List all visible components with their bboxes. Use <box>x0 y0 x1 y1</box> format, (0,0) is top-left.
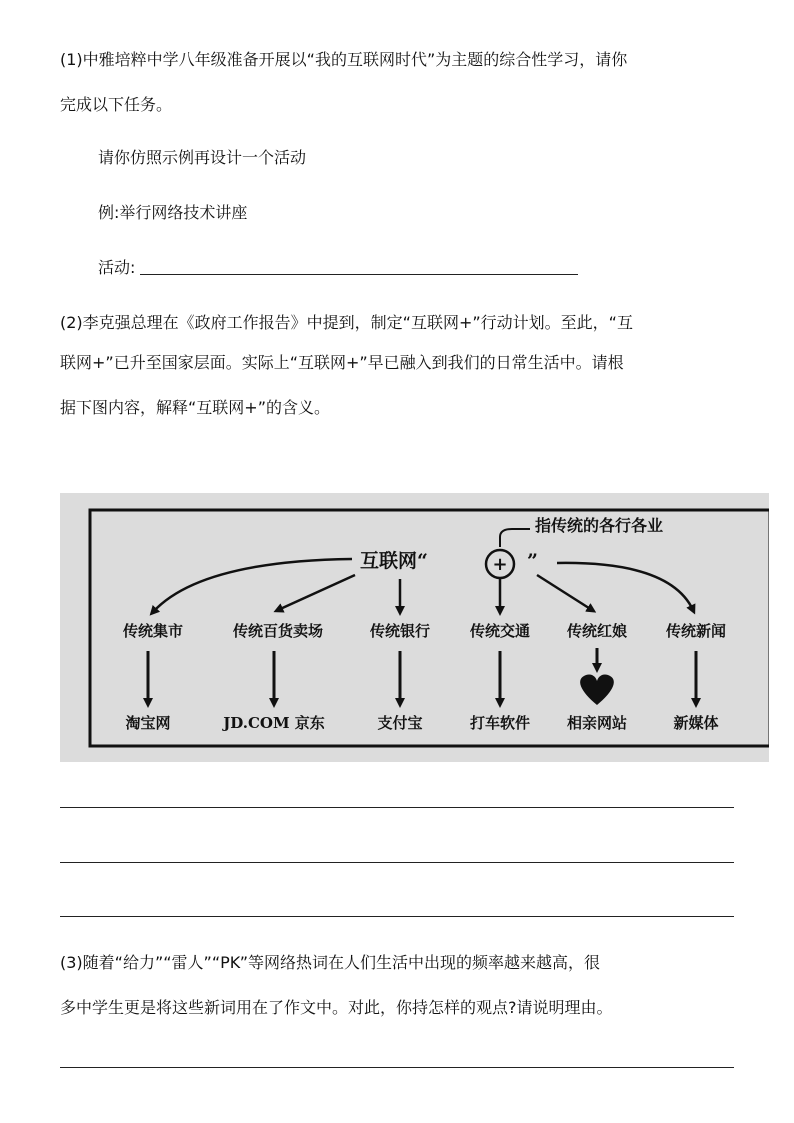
traditional-news: 传统新闻 <box>665 622 727 640</box>
dating-site-label: 相亲网站 <box>566 714 628 732</box>
new-media-label: 新媒体 <box>673 714 719 732</box>
q2-text-line3: 据下图内容，解释“互联网+”的含义。 <box>60 398 330 417</box>
internet-plus-diagram <box>60 493 769 762</box>
q2-text-line2: 联网+”已升至国家层面。实际上“互联网+”早已融入到我们的日常生活中。请根 <box>60 353 624 372</box>
q1-example: 例:举行网络技术讲座 <box>98 203 248 222</box>
diagram-note: 指传统的各行各业 <box>535 516 664 535</box>
q1-instruction: 请你仿照示例再设计一个活动 <box>98 148 307 167</box>
traditional-department-store: 传统百货卖场 <box>232 622 324 640</box>
traditional-market: 传统集市 <box>122 622 184 640</box>
arrow-to-news <box>557 563 693 610</box>
arrow-to-matchmaker <box>537 575 592 610</box>
q3-text-line1: (3)随着“给力”“雷人”“PK”等网络热词在人们生活中出现的频率越来越高，很 <box>60 953 601 972</box>
q2-answer-line-3[interactable] <box>60 916 734 917</box>
note-pointer-line <box>500 529 530 547</box>
diagram-center-label: 互联网“ <box>360 550 428 572</box>
taxi-app-label: 打车软件 <box>469 714 531 732</box>
alipay-label: 支付宝 <box>377 714 423 732</box>
arrow-to-market <box>153 559 352 612</box>
traditional-transport: 传统交通 <box>469 622 531 640</box>
q2-answer-line-1[interactable] <box>60 807 734 808</box>
q1-text-line1: (1)中雅培粹中学八年级准备开展以“我的互联网时代”为主题的综合性学习，请你 <box>60 50 628 69</box>
q2-answer-line-2[interactable] <box>60 862 734 863</box>
q1-text-line2: 完成以下任务。 <box>60 95 173 114</box>
q1-activity-label: 活动: <box>98 258 136 277</box>
q3-text-line2: 多中学生更是将这些新词用在了作文中。对此，你持怎样的观点?请说明理由。 <box>60 998 613 1017</box>
taobao-label: 淘宝网 <box>125 714 171 732</box>
traditional-bank: 传统银行 <box>369 622 431 640</box>
plus-sign: + <box>492 554 508 575</box>
q1-activity-answer-line[interactable] <box>140 274 578 275</box>
jd-label: JD.COM 京东 <box>223 714 325 732</box>
traditional-matchmaker: 传统红娘 <box>566 622 628 640</box>
diagram-center-close: ” <box>527 550 538 572</box>
q3-answer-line-1[interactable] <box>60 1067 734 1068</box>
heart-icon <box>580 674 614 705</box>
q2-text-line1: (2)李克强总理在《政府工作报告》中提到，制定“互联网+”行动计划。至此，“互 <box>60 313 633 332</box>
arrow-to-department-store <box>278 575 355 610</box>
